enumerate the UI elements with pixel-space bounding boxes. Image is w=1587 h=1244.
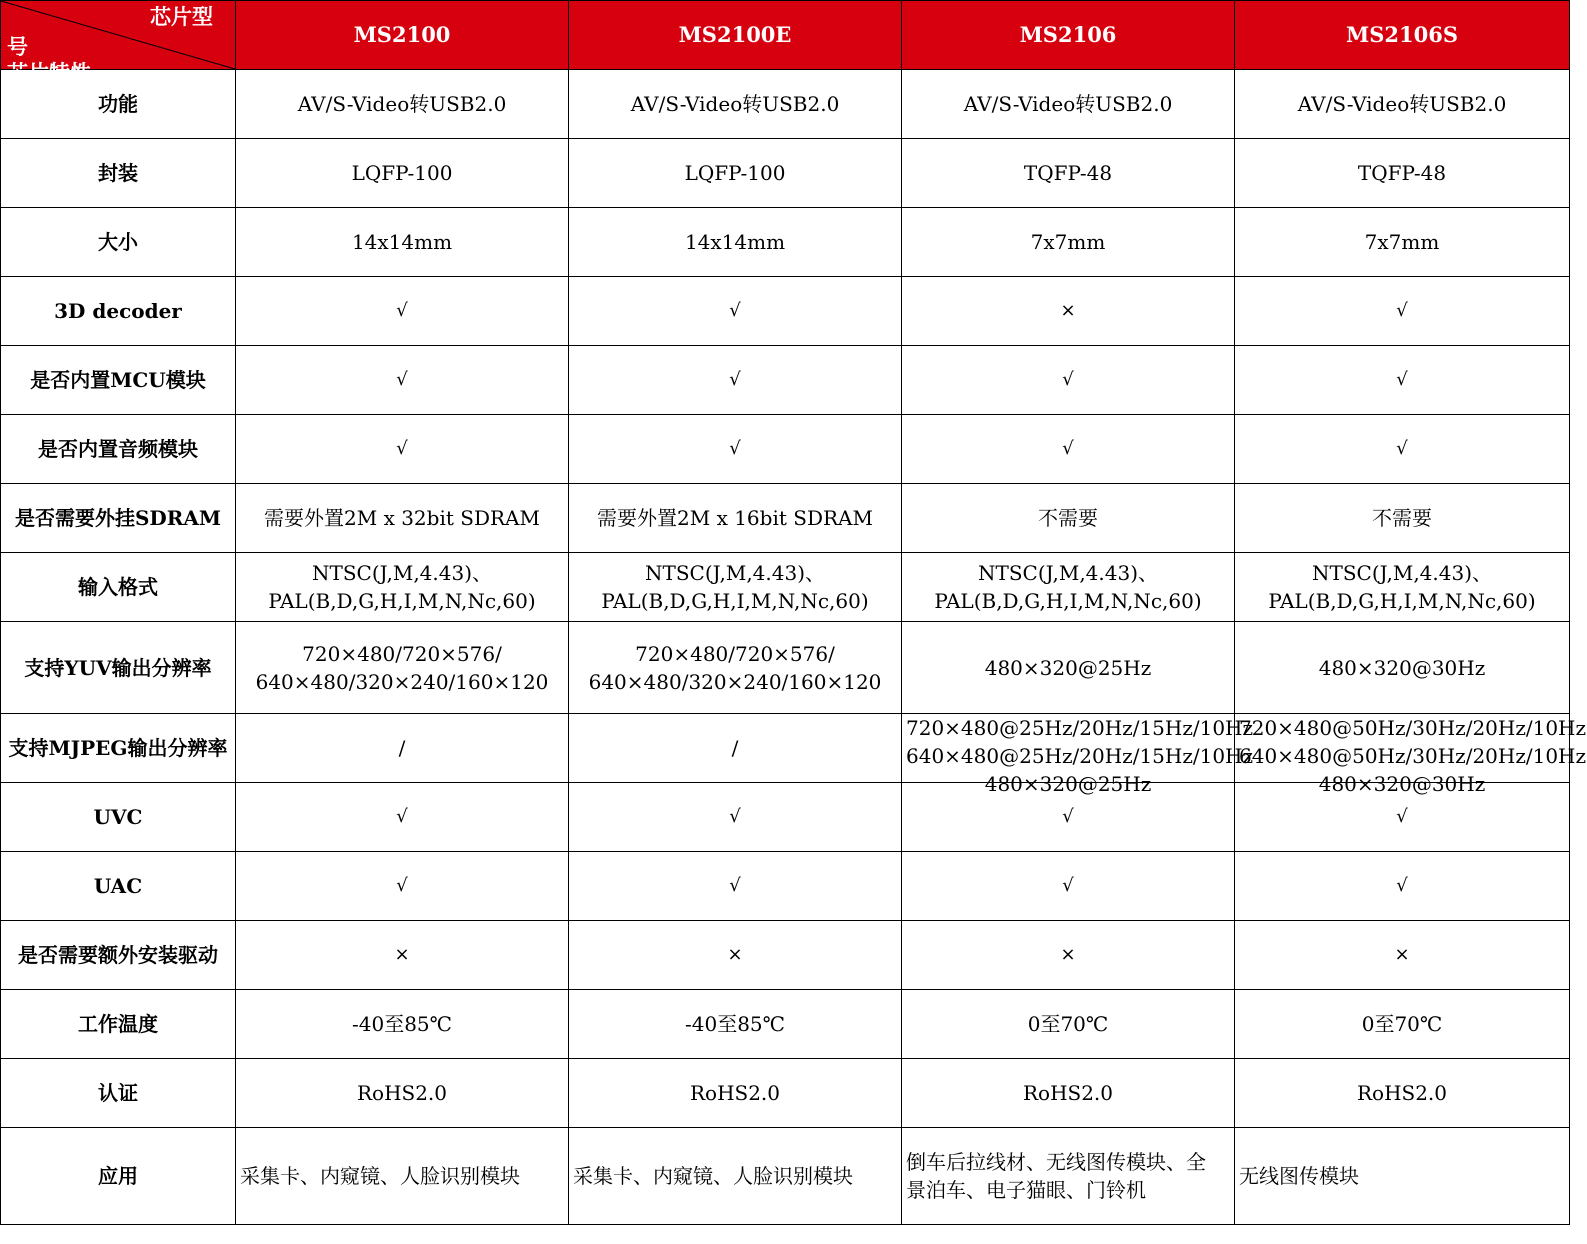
check-mark-cell: √ — [902, 783, 1235, 852]
check-mark-cell: √ — [902, 346, 1235, 415]
table-cell — [569, 553, 902, 622]
table-row — [1, 990, 1570, 1059]
cross-mark-cell: × — [902, 277, 1235, 346]
cell-line: 480×320@25Hz — [984, 655, 1152, 680]
row-label: 应用 — [1, 1128, 236, 1225]
table-row — [1, 139, 1570, 208]
table-row — [1, 553, 1570, 622]
check-mark-cell: √ — [236, 277, 569, 346]
row-label: UVC — [1, 783, 236, 852]
table-row — [1, 70, 1570, 139]
row-label: 支持MJPEG输出分辨率 — [1, 714, 236, 783]
cell-line: 720×480/720×576/ — [635, 641, 835, 666]
table-cell: 0至70℃ — [902, 990, 1235, 1059]
row-label: 功能 — [1, 70, 236, 139]
table-row — [1, 622, 1570, 714]
table-cell — [902, 553, 1235, 622]
cross-mark-cell: × — [1235, 921, 1570, 990]
corner-header-cell — [1, 1, 236, 85]
corner-label-top: 芯片型 — [150, 4, 213, 29]
clipped-cell-content — [1239, 714, 1587, 796]
row-label: 支持YUV输出分辨率 — [1, 622, 236, 714]
table-cell — [1235, 714, 1587, 796]
table-cell — [236, 1128, 569, 1225]
table-cell: AV/S-Video转USB2.0 — [236, 70, 569, 139]
cell-line: PAL(B,D,G,H,I,M,N,Nc,60) — [934, 589, 1202, 613]
table-cell — [902, 714, 1254, 796]
cell-line: 480×320@30Hz — [1318, 772, 1486, 796]
table-cell — [236, 553, 569, 622]
cell-line: PAL(B,D,G,H,I,M,N,Nc,60) — [601, 589, 869, 613]
table-cell: RoHS2.0 — [236, 1059, 569, 1128]
table-cell: TQFP-48 — [1235, 139, 1570, 208]
table-cell — [569, 714, 902, 783]
cell-line: NTSC(J,M,4.43)、 — [977, 561, 1159, 585]
cell-line: / — [731, 736, 739, 760]
clipped-cell-content — [906, 714, 1254, 796]
cell-line: 640×480/320×240/160×120 — [588, 669, 882, 694]
cell-line: 景泊车、电子猫眼、门铃机 — [906, 1178, 1146, 1202]
cross-mark-cell: × — [902, 921, 1235, 990]
column-header-ms2106: MS2106 — [902, 1, 1235, 70]
row-label: 大小 — [1, 208, 236, 277]
row-label: 认证 — [1, 1059, 236, 1128]
table-cell: LQFP-100 — [569, 139, 902, 208]
check-mark-cell: √ — [236, 783, 569, 852]
table-cell: AV/S-Video转USB2.0 — [569, 70, 902, 139]
table-cell — [1235, 622, 1570, 714]
cell-line: 720×480@25Hz/20Hz/15Hz/10Hz — [906, 716, 1254, 740]
check-mark-cell: √ — [569, 277, 902, 346]
table-cell — [569, 622, 902, 714]
check-mark-cell: √ — [1235, 783, 1570, 852]
check-mark-cell: √ — [569, 415, 902, 484]
check-mark-cell: √ — [236, 415, 569, 484]
table-cell — [1235, 1128, 1570, 1225]
cell-line: PAL(B,D,G,H,I,M,N,Nc,60) — [1268, 589, 1536, 613]
table-row — [1, 1128, 1570, 1225]
table-cell — [902, 622, 1235, 714]
table-cell: 需要外置2M x 16bit SDRAM — [569, 484, 902, 553]
cell-line: 倒车后拉线材、无线图传模块、全 — [906, 1150, 1206, 1174]
row-label: 工作温度 — [1, 990, 236, 1059]
table-cell: 14x14mm — [236, 208, 569, 277]
table-cell: 14x14mm — [569, 208, 902, 277]
table-cell: 0至70℃ — [1235, 990, 1570, 1059]
table-cell: LQFP-100 — [236, 139, 569, 208]
table-cell: 不需要 — [1235, 484, 1570, 553]
row-label: 封装 — [1, 139, 236, 208]
table-row — [1, 208, 1570, 277]
cell-line: 无线图传模块 — [1239, 1164, 1359, 1188]
table-cell — [902, 1128, 1235, 1225]
table-cell: TQFP-48 — [902, 139, 1235, 208]
column-header-ms2100: MS2100 — [236, 1, 569, 70]
cell-line: NTSC(J,M,4.43)、 — [644, 561, 826, 585]
table-row — [1, 277, 1570, 346]
table-row — [1, 415, 1570, 484]
table-cell: 7x7mm — [902, 208, 1235, 277]
column-header-ms2106s: MS2106S — [1235, 1, 1570, 70]
corner-label-bottom: 号 — [7, 34, 28, 59]
check-mark-cell: √ — [1235, 277, 1570, 346]
table-row — [1, 714, 1570, 783]
cell-line: PAL(B,D,G,H,I,M,N,Nc,60) — [268, 589, 536, 613]
cell-line: 480×320@25Hz — [984, 772, 1152, 796]
cell-line: NTSC(J,M,4.43)、 — [1311, 561, 1493, 585]
check-mark-cell: √ — [236, 346, 569, 415]
row-label: 是否内置音频模块 — [1, 415, 236, 484]
cross-mark-cell: × — [569, 921, 902, 990]
check-mark-cell: √ — [902, 852, 1235, 921]
row-label: 是否需要外挂SDRAM — [1, 484, 236, 553]
table-cell: RoHS2.0 — [902, 1059, 1235, 1128]
table-cell: AV/S-Video转USB2.0 — [902, 70, 1235, 139]
check-mark-cell: √ — [236, 852, 569, 921]
row-label: 是否需要额外安装驱动 — [1, 921, 236, 990]
table-row — [1, 852, 1570, 921]
table-cell — [236, 714, 569, 783]
table-cell: RoHS2.0 — [569, 1059, 902, 1128]
table-row — [1, 921, 1570, 990]
cell-line: 480×320@30Hz — [1318, 655, 1486, 680]
table-row — [1, 346, 1570, 415]
cell-line: NTSC(J,M,4.43)、 — [311, 561, 493, 585]
header-row — [1, 1, 1570, 70]
check-mark-cell: √ — [569, 346, 902, 415]
check-mark-cell: √ — [902, 415, 1235, 484]
row-label: UAC — [1, 852, 236, 921]
corner-label-bottom-cut: 芯片特性 — [7, 60, 91, 85]
table-cell: 7x7mm — [1235, 208, 1570, 277]
cell-line: 720×480/720×576/ — [302, 641, 502, 666]
cell-line: 720×480@50Hz/30Hz/20Hz/10Hz — [1239, 716, 1587, 740]
cell-line: / — [398, 736, 406, 760]
table-row — [1, 1059, 1570, 1128]
table-row — [1, 484, 1570, 553]
table-cell: RoHS2.0 — [1235, 1059, 1570, 1128]
table-cell — [569, 1128, 902, 1225]
table-cell: AV/S-Video转USB2.0 — [1235, 70, 1570, 139]
check-mark-cell: √ — [1235, 346, 1570, 415]
cell-line: 采集卡、内窥镜、人脸识别模块 — [573, 1164, 853, 1188]
check-mark-cell: √ — [1235, 852, 1570, 921]
table-cell: -40至85℃ — [236, 990, 569, 1059]
column-header-ms2100e: MS2100E — [569, 1, 902, 70]
row-label: 3D decoder — [1, 277, 236, 346]
row-label: 输入格式 — [1, 553, 236, 622]
table-cell — [1235, 553, 1570, 622]
cell-line: 640×480@25Hz/20Hz/15Hz/10Hz — [906, 744, 1254, 768]
cell-line: 640×480/320×240/160×120 — [255, 669, 549, 694]
table-cell — [236, 622, 569, 714]
cell-line: 640×480@50Hz/30Hz/20Hz/10Hz — [1239, 744, 1587, 768]
cross-mark-cell: × — [236, 921, 569, 990]
check-mark-cell: √ — [1235, 415, 1570, 484]
row-label: 是否内置MCU模块 — [1, 346, 236, 415]
check-mark-cell: √ — [569, 852, 902, 921]
table-cell: 需要外置2M x 32bit SDRAM — [236, 484, 569, 553]
check-mark-cell: √ — [569, 783, 902, 852]
cell-line: 采集卡、内窥镜、人脸识别模块 — [240, 1164, 520, 1188]
table-cell: -40至85℃ — [569, 990, 902, 1059]
table-cell: 不需要 — [902, 484, 1235, 553]
